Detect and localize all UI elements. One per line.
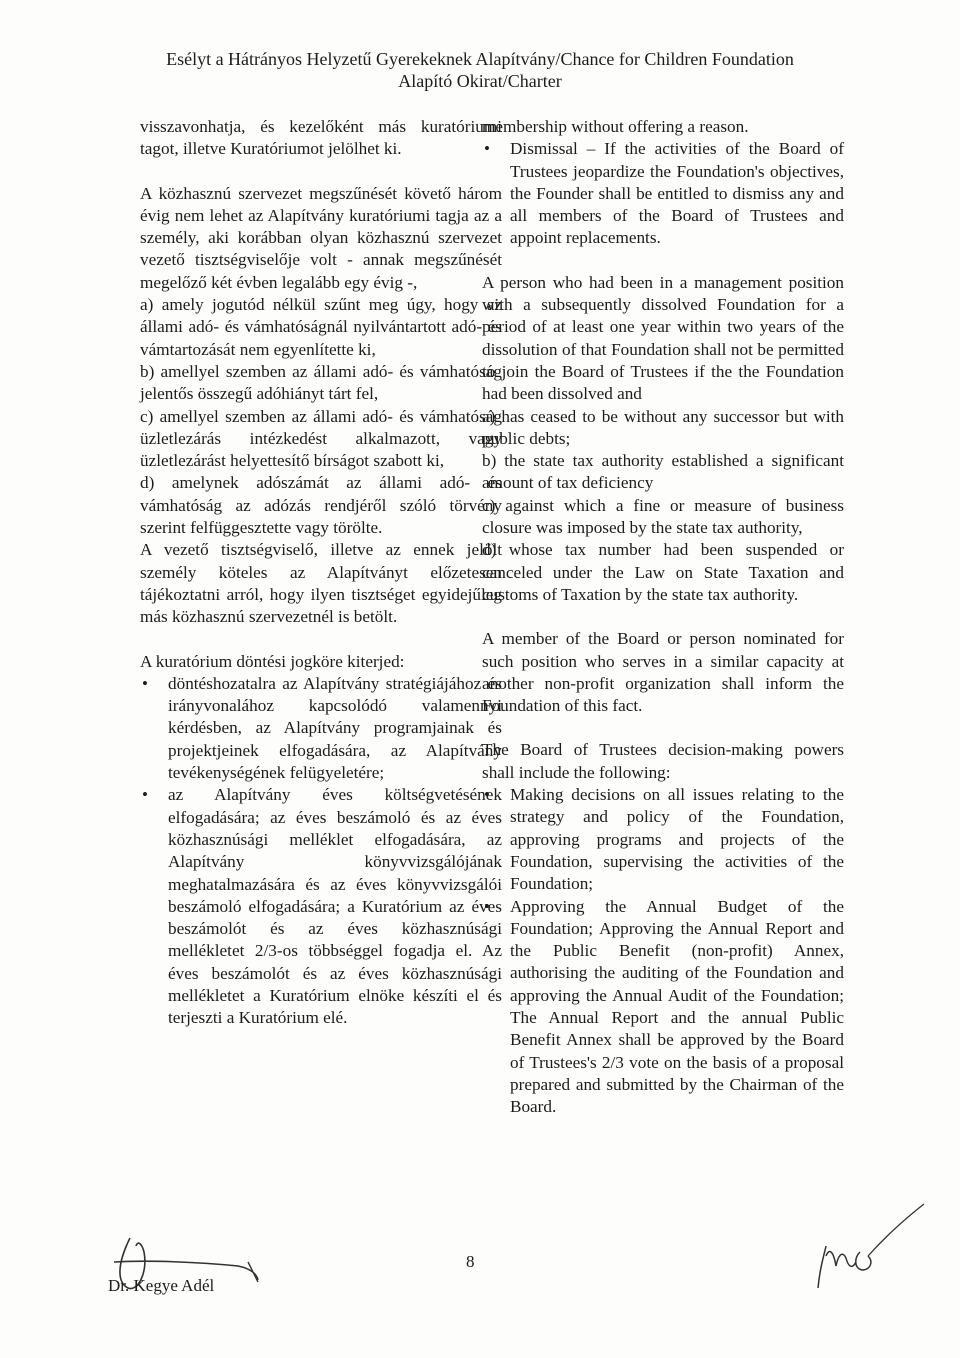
page-number: 8 (466, 1252, 475, 1271)
left-bullet-2: • az Alapítvány éves költségvetésének elfogadására; az éves beszámoló és az éves közhasznúsági melléklet elfogadására, az Alapítvány könyvvizsgálójának meghatalmazására és az éves könyvvizsgálói beszámoló elfogadására; a Kuratórium az éves beszámolót és az éves közhasznúsági mellékletet 2/3-os többséggel fogadja el. Az éves beszámolót és az éves közhasznúsági mellékletet a Kuratórium elnöke készíti el és terjeszti a Kuratórium elé. (140, 784, 502, 1029)
left-paragraph-2: A közhasznú szervezet megszűnését követő három évig nem lehet az Alapítvány kuratóriumi tagja az a személy, aki korábban olyan közhasznú szervezet vezető tisztségviselője volt - annak megszűnését megelőző két évben legalább egy évig -, (140, 183, 502, 292)
header-title: Esélyt a Hátrányos Helyzetű Gyerekeknek Alapítvány/Chance for Children Foundation (166, 49, 794, 69)
left-item-d: d) amelynek adószámát az állami adó- és vámhatóság az adózás rendjéről szóló törvény szerint felfüggesztette vagy törölte. (140, 473, 502, 538)
right-item-b: b) the state tax authority established a significant amount of tax deficiency (482, 451, 844, 493)
right-bullet-list-2 (482, 784, 844, 1118)
right-bullet-1: • Dismissal – If the activities of the Board of Trustees jeopardize the Foundation's objectives, the Founder shall be entitled to dismiss any and all members of the Board of Trustees and appoint replacements. (482, 138, 844, 249)
right-paragraph-3: A member of the Board or person nominated for such position who serves in a similar capacity at another non-profit organization shall inform the Foundation of this fact. (482, 629, 844, 716)
right-bullet-3: • Approving the Annual Budget of the Foundation; Approving the Annual Report and the Public Benefit (non-profit) Annex, authorising the auditing of the Foundation and approving the Annual Audit of the Foundation; The Annual Report and the annual Public Benefit Annex shall be approved by the Board of Trustees's 2/3 vote on the basis of a proposal prepared and submitted by the Chairman of the Board. (482, 896, 844, 1119)
left-item-a: a) amely jogutód nélkül szűnt meg úgy, hogy az állami adó- és vámhatóságnál nyilvántartott adó- és vámtartozását nem egyenlítette ki, (140, 295, 502, 359)
header-subtitle: Alapító Okirat/Charter (398, 71, 562, 91)
right-item-c: c) against which a fine or measure of business closure was imposed by the state tax authority, (482, 495, 844, 538)
left-paragraph-1: visszavonhatja, és kezelőként más kuratóriumi tagot, illetve Kuratóriumot jelölhet ki. (140, 117, 502, 159)
english-column (482, 116, 844, 1118)
left-item-b: b) amellyel szemben az állami adó- és vámhatóság jelentős összegű adóhiányt tárt fel, (140, 361, 502, 404)
left-bullet-1: • döntéshozatalra az Alapítvány stratégiájához és irányvonalához kapcsolódó valamennyi kérdésben, az Alapítvány programjainak és projektjeinek elfogadására, az Alapítvány tevékenységének felügyeletére; (140, 673, 502, 784)
left-paragraph-3: A vezető tisztségviselő, illetve az ennek jelölt személy köteles az Alapítványt előzetesen tájékoztatni arról, hogy ilyen tisztséget egyidejűleg más közhasznú szervezetnél is betölt. (140, 540, 502, 627)
hungarian-column (140, 116, 502, 1030)
right-paragraph-4: The Board of Trustees decision-making powers shall include the following: (482, 740, 844, 782)
right-bullet-2: • Making decisions on all issues relating to the strategy and policy of the Foundation, approving programs and projects of the Foundation, supervising the activities of the Foundation; (482, 784, 844, 895)
signature-right (790, 1196, 930, 1296)
right-item-a: a) has ceased to be without any successor but with public debts; (482, 406, 844, 448)
left-paragraph-4: A kuratórium döntési jogköre kiterjed: (140, 651, 405, 671)
signer-name: Dr. Kegye Adél (108, 1276, 215, 1295)
right-item-d: d) whose tax number had been suspended or canceled under the Law on State Taxation and customs of Taxation by the state tax authority. (482, 540, 844, 604)
right-paragraph-2: A person who had been in a management position with a subsequently dissolved Foundation for a period of at least one year within two years of the dissolution of that Foundation shall not be permitted to join the Board of Trustees if the the Foundation had been dissolved and (482, 272, 844, 404)
document-header (0, 48, 960, 92)
right-paragraph-1: membership without offering a reason. (482, 117, 749, 136)
right-bullet-list-1 (482, 138, 844, 249)
left-bullet-list (140, 673, 502, 1030)
left-item-c: c) amellyel szemben az állami adó- és vámhatóság üzletlezárás intézkedést alkalmazott, vagy üzletlezárást helyettesítő bírságot szabott ki, (140, 406, 502, 471)
